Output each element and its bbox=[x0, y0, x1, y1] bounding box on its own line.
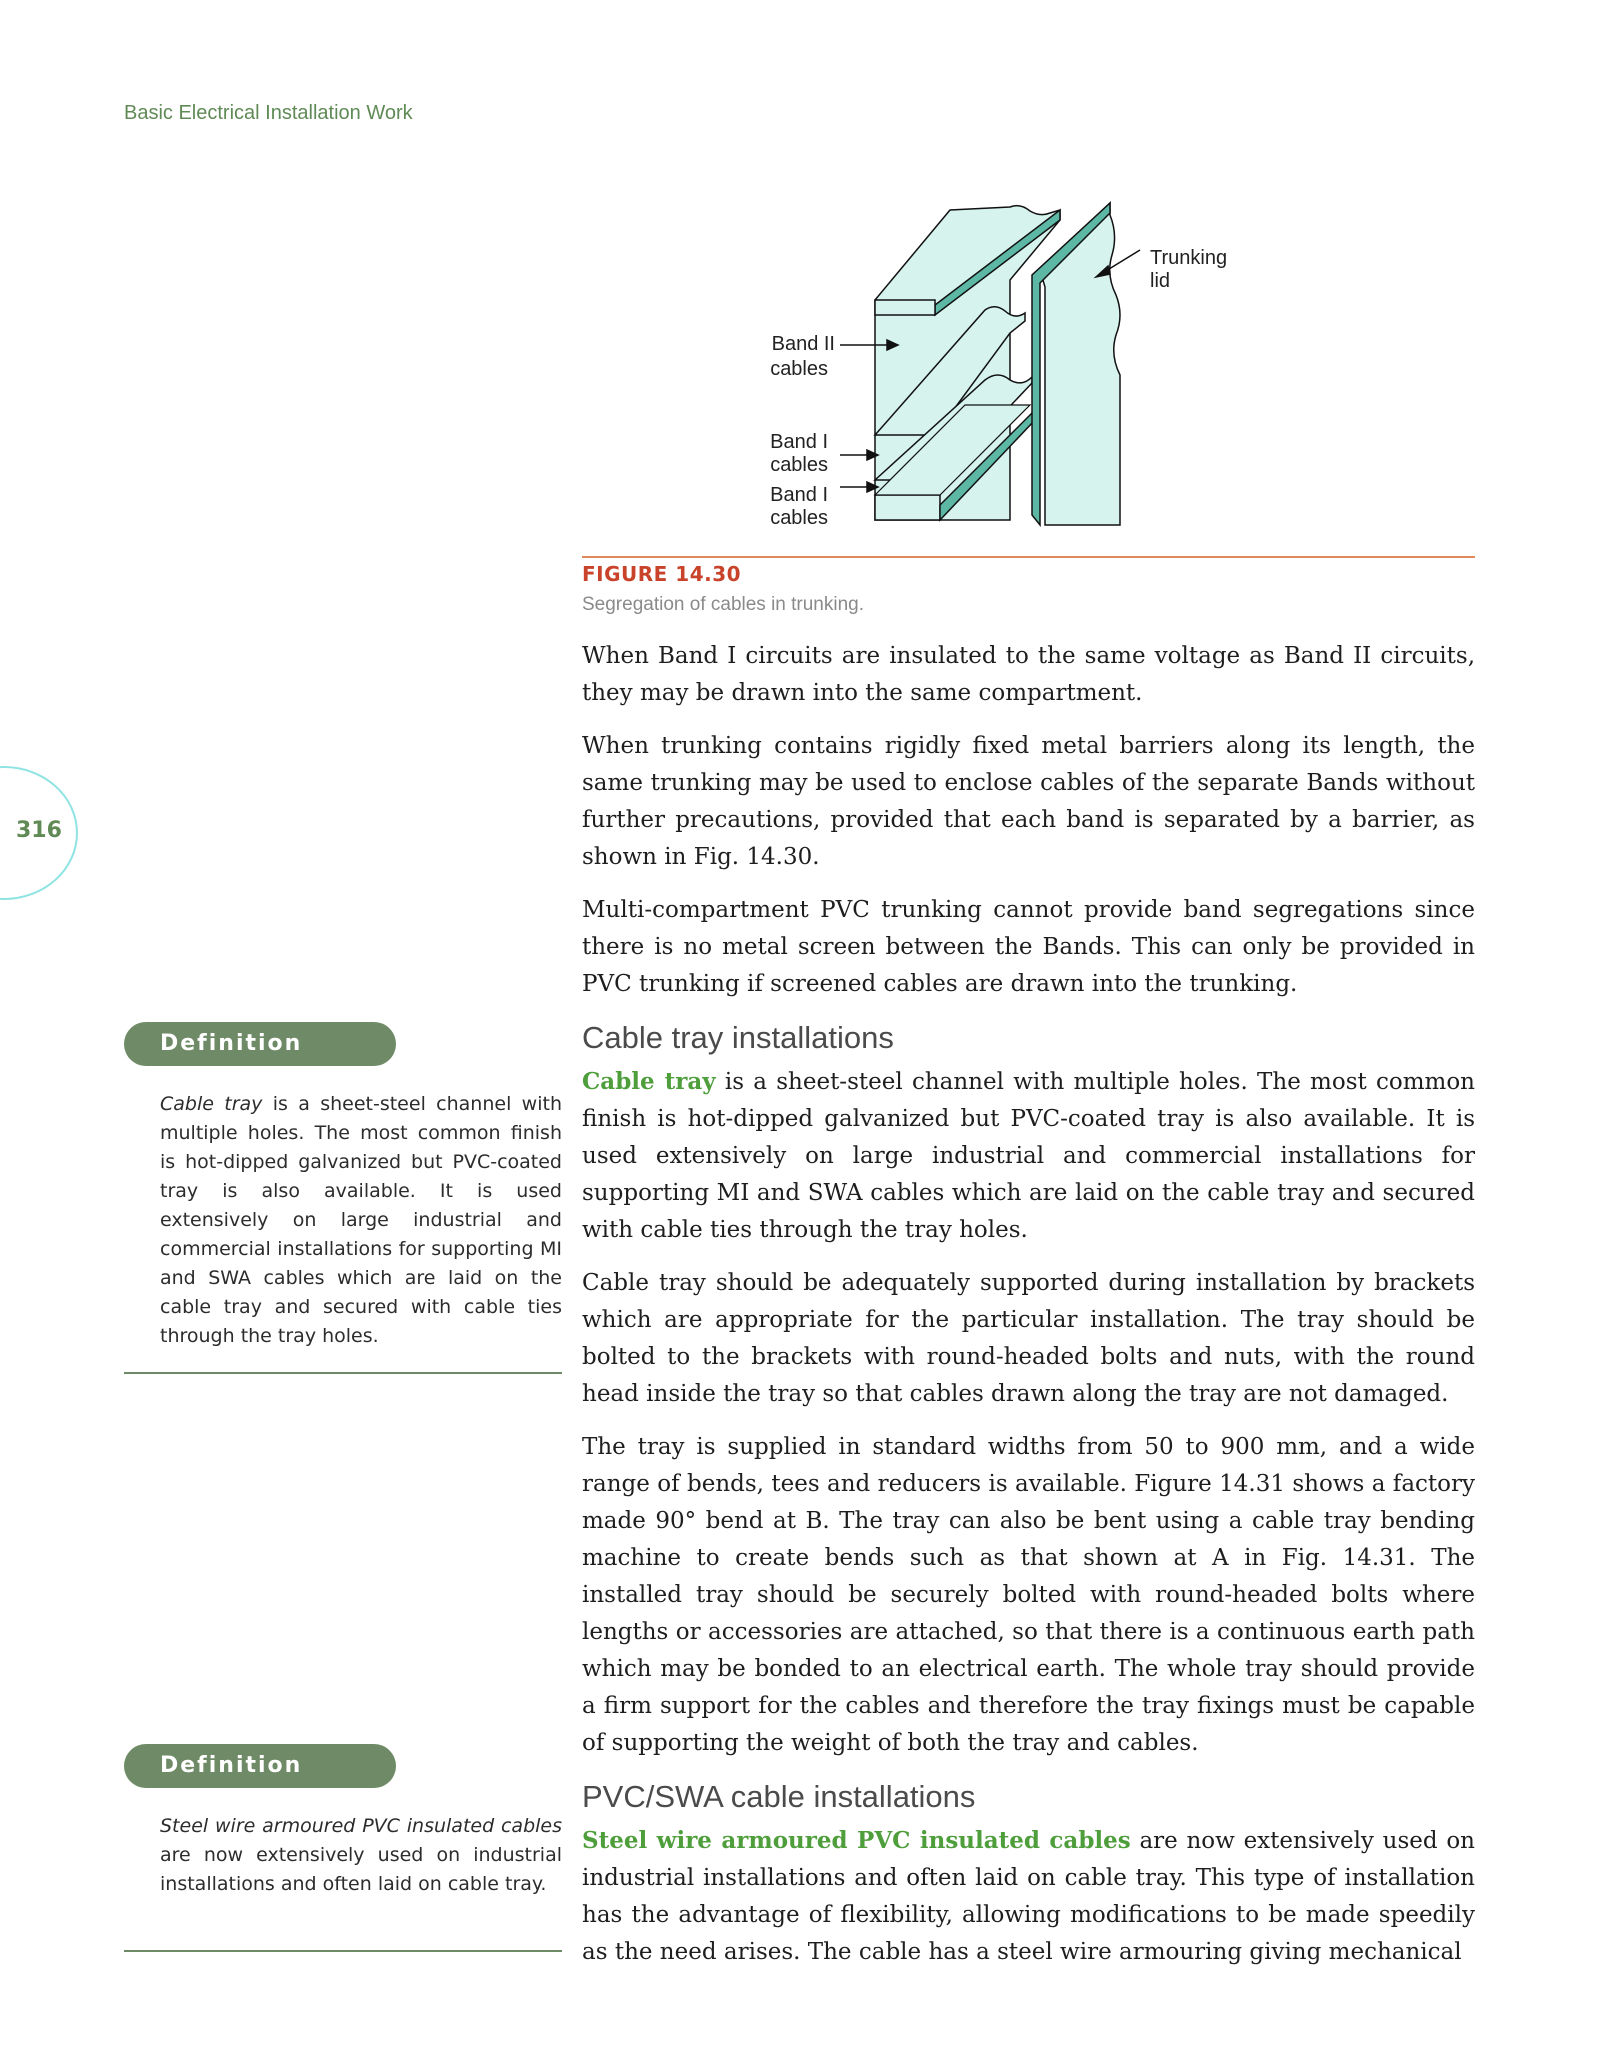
label-band1a-2: cables bbox=[770, 454, 828, 476]
paragraph: When trunking contains rigidly fixed metal barriers along its length, the same trunking may be used to enclose cables of the separate Bands without further precautions, provided that each band is separated by a barrier, as shown in Fig. 14.30. bbox=[582, 733, 1475, 870]
trunking-lid bbox=[1032, 203, 1120, 525]
trunking-figure bbox=[740, 195, 1340, 550]
key-term: Cable tray bbox=[582, 1068, 716, 1095]
label-band1b-1: Band I bbox=[770, 484, 828, 506]
figure-caption-number: FIGURE 14.30 bbox=[582, 562, 742, 586]
paragraph-text: are now extensively used on industrial installations and often laid on cable tray. This type of installation has the advantage of flexibility, allowing modifications to be made speedily as the need arises. The cable has a steel wire armouring giving mechanical bbox=[582, 1828, 1475, 1965]
label-band1a-1: Band I bbox=[770, 431, 828, 453]
label-trunking-lid-1: Trunking bbox=[1150, 247, 1228, 269]
definition-header: Definition bbox=[124, 1744, 396, 1788]
definition-term: Steel wire armoured PVC insulated cables bbox=[160, 1815, 562, 1837]
definition-term: Cable tray bbox=[160, 1093, 263, 1115]
section-heading-pvc-swa: PVC/SWA cable installations bbox=[582, 1779, 976, 1814]
paragraph: When Band I circuits are insulated to the same voltage as Band II circuits, they may be drawn into the same compartment. bbox=[582, 643, 1475, 706]
definition-rule bbox=[124, 1950, 562, 1952]
paragraph: Multi-compartment PVC trunking cannot provide band segregations since there is no metal screen between the Bands. This can only be provided in PVC trunking if screened cables are drawn into the trunking. bbox=[582, 897, 1475, 997]
figure-caption-text: Segregation of cables in trunking. bbox=[582, 594, 865, 615]
definition-header: Definition bbox=[124, 1022, 396, 1066]
label-trunking-lid-2: lid bbox=[1150, 270, 1171, 292]
paragraph: The tray is supplied in standard widths from 50 to 900 mm, and a wide range of bends, tees and reducers is available. Figure 14.31 shows a factory made 90° bend at B. The tray can also be bent using a cable tray bending machine to create bends such as that shown at A in Fig. 14.31. The installed tray should be securely bolted with round-headed bolts where lengths or accessories are attached, so that there is a continuous earth path which may be bonded to an electrical earth. The whole tray should provide a firm support for the cables and therefore the tray fixings must be capable of supporting the weight of both the tray and cables. bbox=[582, 1434, 1475, 1756]
definition-rule bbox=[124, 1372, 562, 1374]
paragraph: Cable tray should be adequately supported during installation by brackets which are appropriate for the particular installation. The tray should be bolted to the brackets with round-headed bolts and nuts, with the round head inside the tray so that cables drawn along the tray are not damaged. bbox=[582, 1270, 1475, 1407]
paragraph-text: is a sheet-steel channel with multiple holes. The most common finish is hot-dipped galvanized but PVC-coated tray is also available. It is used extensively on large industrial and commercial installations for supporting MI and SWA cables which are laid on the cable tray and secured with cable ties through the tray holes. bbox=[582, 1069, 1476, 1243]
paragraph bbox=[582, 1063, 1475, 1249]
main-column bbox=[582, 638, 1475, 1987]
definition-text bbox=[160, 1812, 562, 1899]
key-term: Steel wire armoured PVC insulated cables bbox=[582, 1827, 1131, 1854]
page-number: 316 bbox=[16, 818, 62, 843]
definition-body: is a sheet-steel channel with multiple holes. The most common finish is hot-dipped galvanized but PVC-coated tray is also available. It is used extensively on large industrial and commercial installations for supporting MI and SWA cables which are laid on the cable tray and secured with cable ties through the tray holes. bbox=[160, 1093, 562, 1347]
paragraph bbox=[582, 1822, 1475, 1971]
section-heading-cable-tray: Cable tray installations bbox=[582, 1020, 894, 1055]
label-band2-2: cables bbox=[770, 358, 828, 380]
label-band2-1: Band II bbox=[771, 333, 835, 355]
label-band1b-2: cables bbox=[770, 507, 828, 529]
running-head: Basic Electrical Installation Work bbox=[124, 102, 413, 124]
definition-body: are now extensively used on industrial installations and often laid on cable tray. bbox=[160, 1844, 562, 1895]
figure-rule bbox=[582, 556, 1475, 558]
definition-text bbox=[160, 1090, 562, 1351]
